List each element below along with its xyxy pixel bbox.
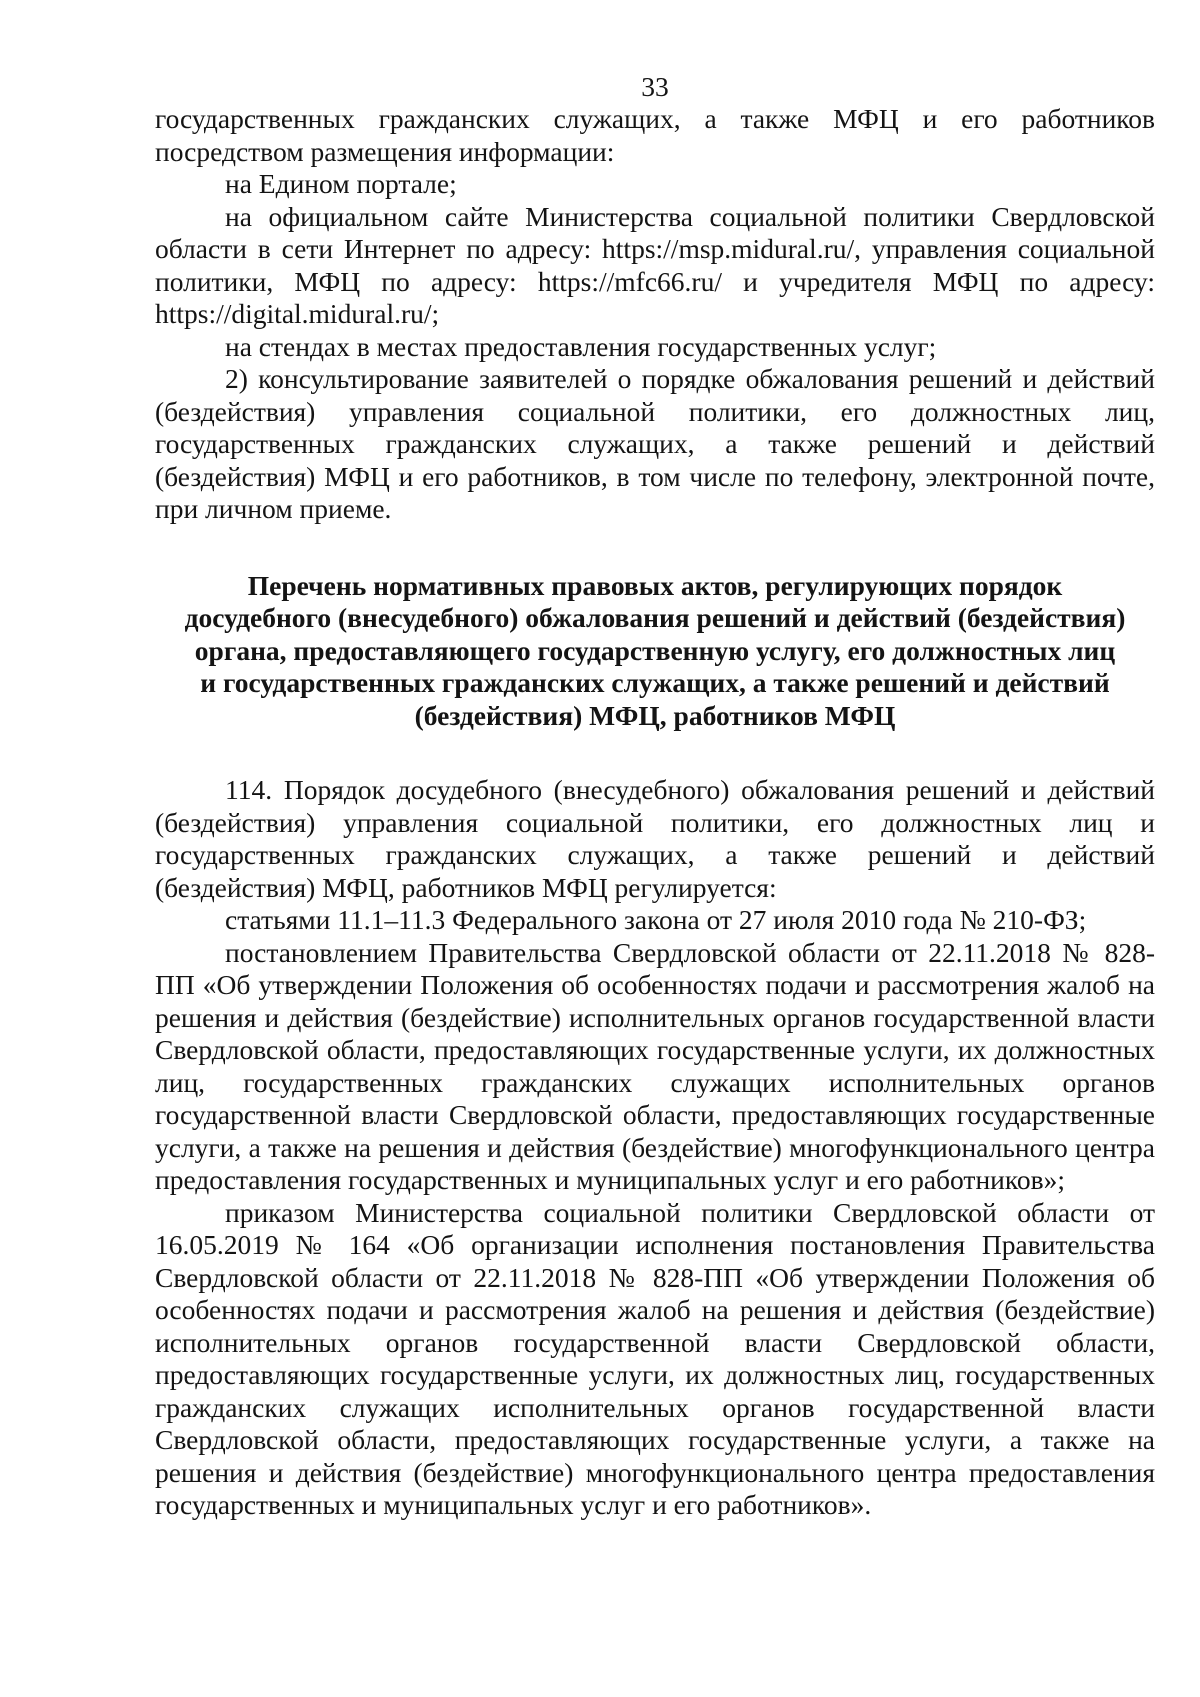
section-title-line: органа, предоставляющего государственную услугу, его должностных лиц (194, 634, 1116, 666)
list-item: на Едином портале; (225, 168, 457, 199)
list-item: на стендах в местах предоставления государственных услуг; (225, 330, 937, 362)
body-paragraph: постановлением Правительства Свердловской области от 22.11.2018 № 828-ПП «Об утверждении Положения об особенностях подачи и рассмотрения жалоб на решения и действия (бездействие) исполнительных органов государственной власти Свердловской области, предоставляющих государственные услуги, их должностных лиц, государственных гражданских служащих исполнительных органов государственной власти Свердловской области, предоставляющих государственные услуги, а также на решения и действия (бездействие) многофункционального центра предоставления государственных и муниципальных услуг и его работников»; (155, 936, 1155, 1195)
intro-block (155, 103, 1155, 526)
section-title-line: (бездействия) МФЦ, работников МФЦ (414, 699, 896, 731)
body-paragraph: приказом Министерства социальной политики Свердловской области от 16.05.2019 № 164 «Об организации исполнения постановления Правительства Свердловской области от 22.11.2018 № 828-ПП «Об утверждении Положения об особенностях подачи и рассмотрения жалоб на решения и действия (бездействие) исполнительных органов государственной власти Свердловской области, предоставляющих государственные услуги, их должностных лиц, государственных гражданских служащих исполнительных органов государственной власти Свердловской области, предоставляющих государственные услуги, а также на решения и действия (бездействие) многофункционального центра предоставления государственных и муниципальных услуг и его работников». (155, 1196, 1155, 1520)
section-title-line: и государственных гражданских служащих, а также решений и действий (200, 667, 1110, 698)
section-body (155, 774, 1155, 1522)
continuation-paragraph: государственных гражданских служащих, а также МФЦ и его работников посредством размещения информации: (155, 103, 1155, 167)
list-item: на официальном сайте Министерства социальной политики Свердловской области в сети Интернет по адресу: https://msp.midural.ru/, управления социальной политики, МФЦ по адресу: https://mfc66.ru/ и учредителя МФЦ по адресу: https://digital.midural.ru/; (155, 200, 1155, 329)
section-title-line: Перечень нормативных правовых актов, регулирующих порядок (247, 569, 1063, 601)
section-title-line: досудебного (внесудебного) обжалования решений и действий (бездействия) (184, 602, 1126, 633)
document-page (155, 71, 1155, 1522)
section-title (155, 570, 1155, 733)
body-paragraph: статьями 11.1–11.3 Федерального закона от 27 июля 2010 года № 210-ФЗ; (225, 904, 1087, 935)
page-number: 33 (641, 71, 669, 102)
list-item: 2) консультирование заявителей о порядке обжалования решений и действий (бездействия) управления социальной политики, его должностных лиц, государственных гражданских служащих, а также решений и действий (бездействия) МФЦ и его работников, в том числе по телефону, электронной почте, при личном приеме. (155, 363, 1155, 524)
body-paragraph: 114. Порядок досудебного (внесудебного) обжалования решений и действий (бездействия) управления социальной политики, его должностных лиц и государственных гражданских служащих, а также решений и действий (бездействия) МФЦ, работников МФЦ регулируется: (155, 774, 1155, 903)
